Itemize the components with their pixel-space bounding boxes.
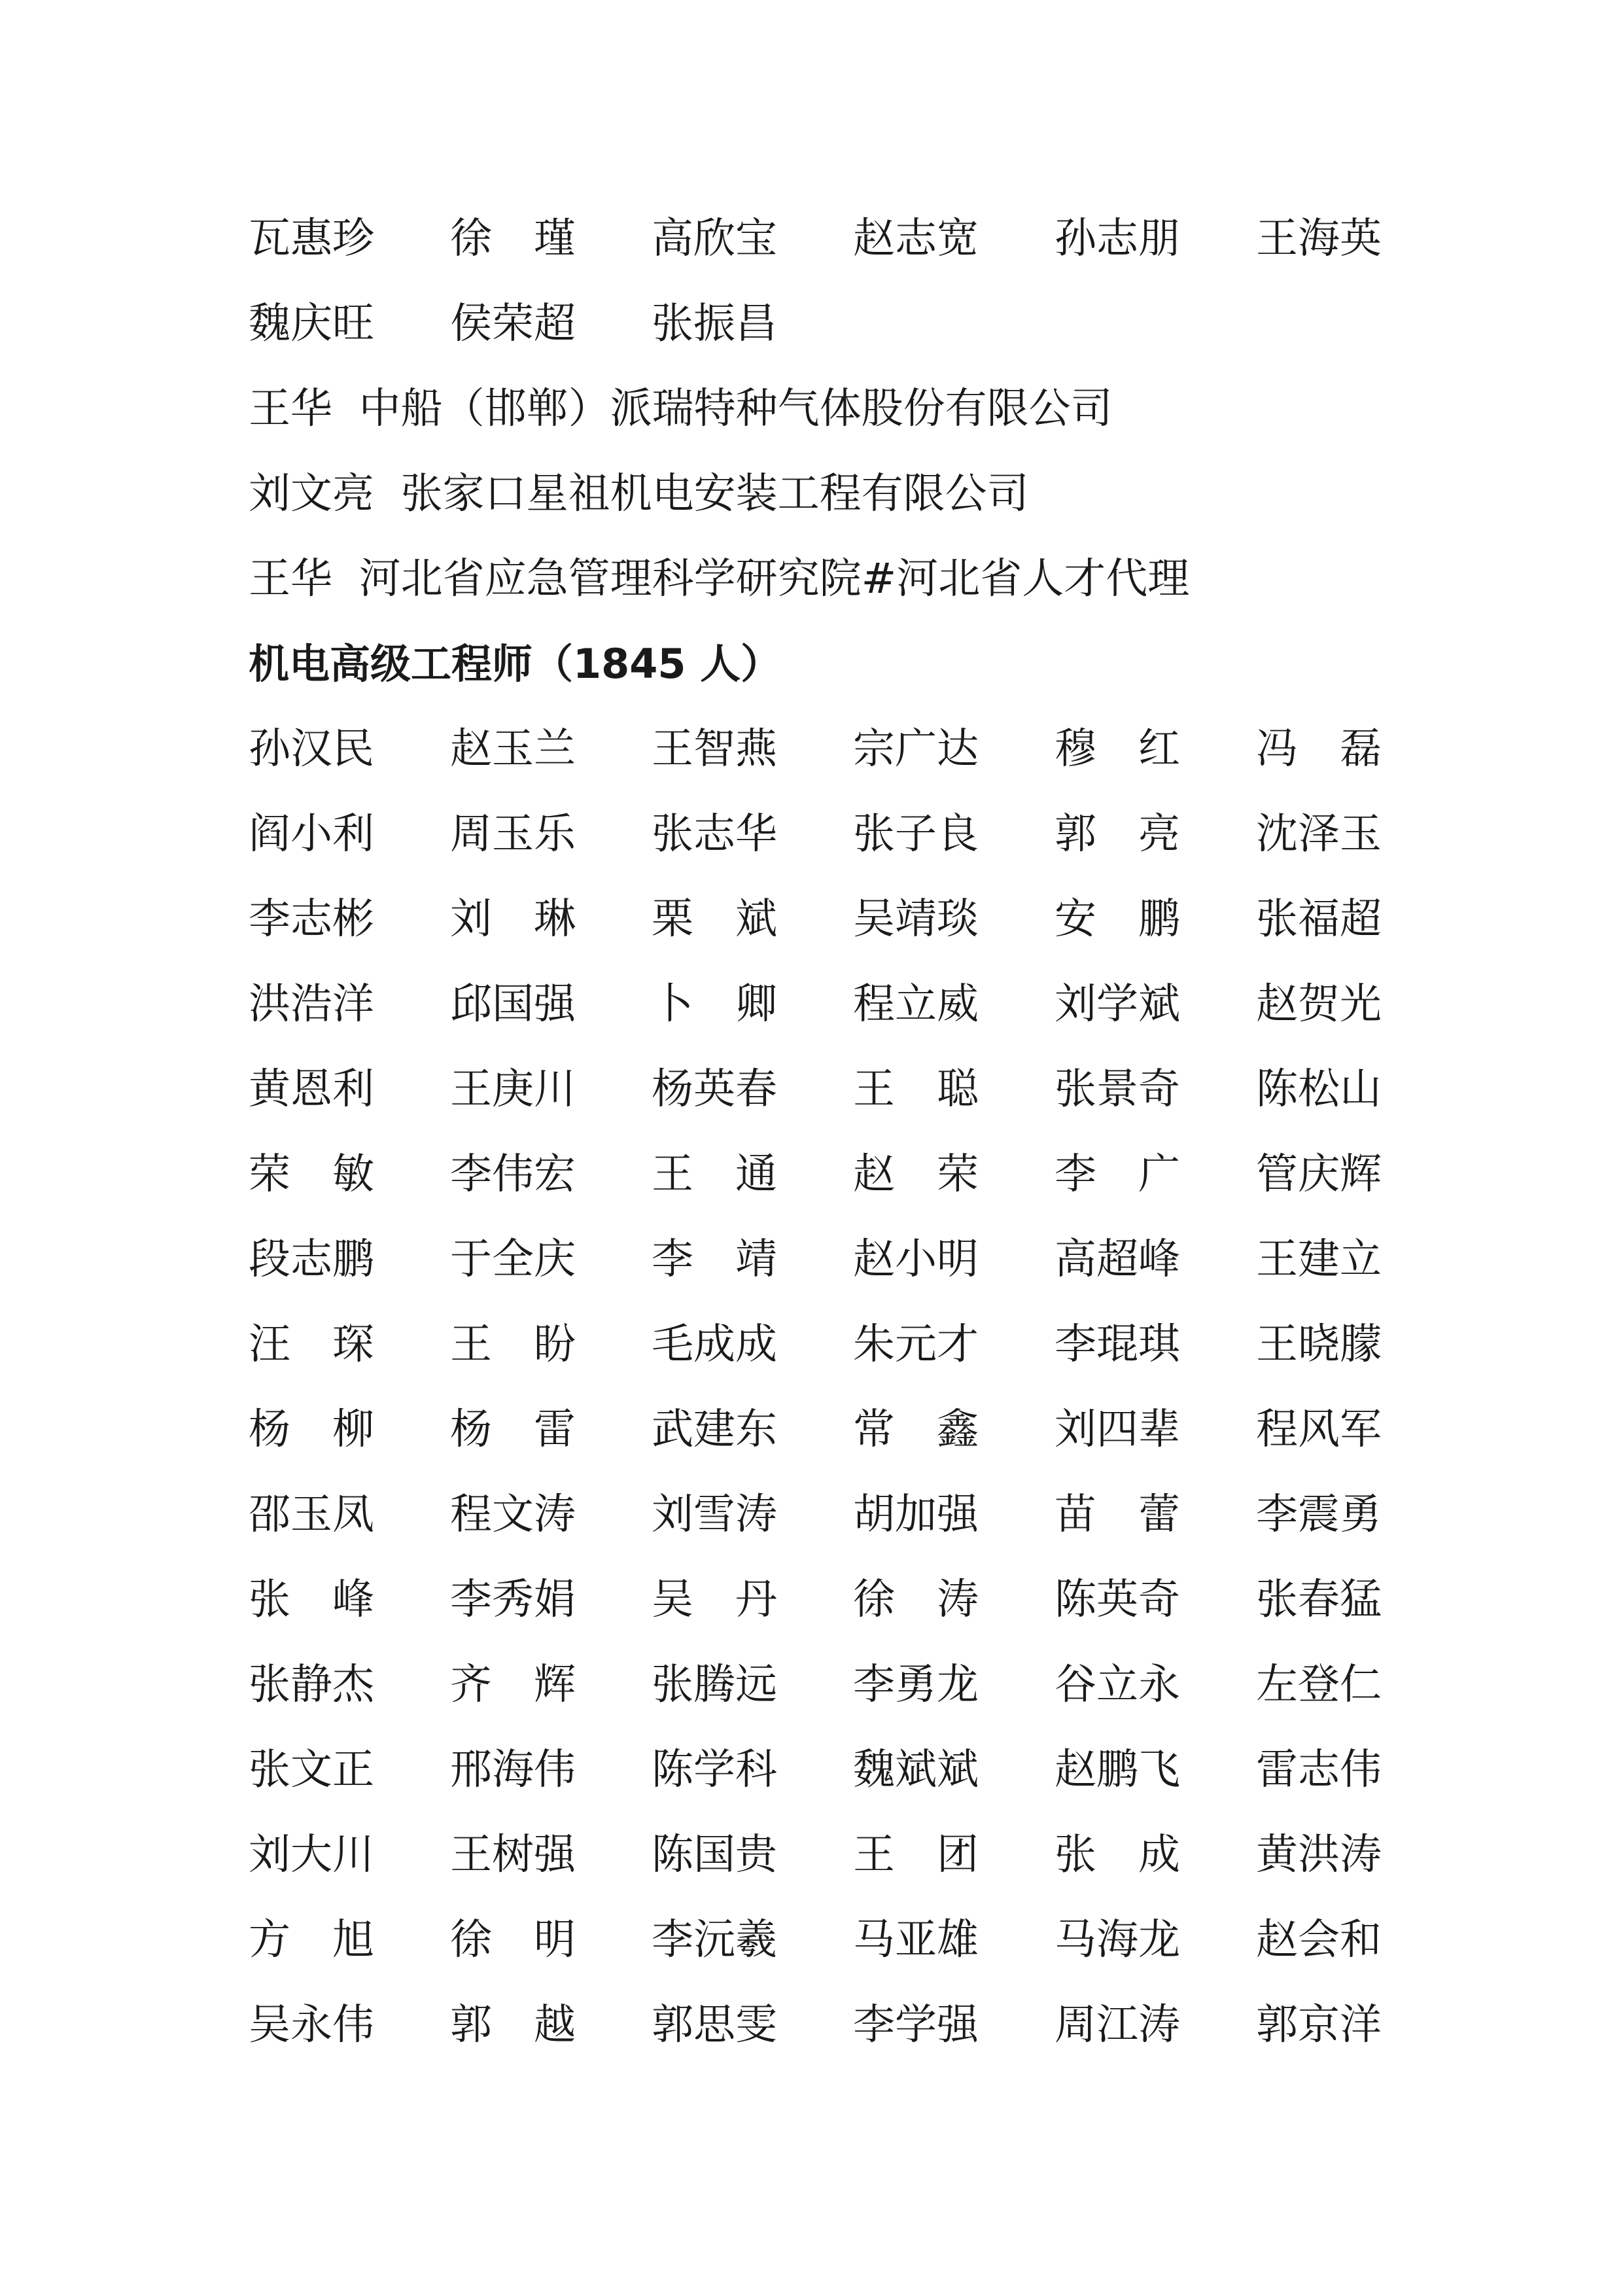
name-row [249,798,1400,870]
name-row [249,1734,1400,1806]
person-name: 徐 涛 [853,1576,979,1624]
person-name: 赵玉兰 [450,725,576,773]
person-name: 洪浩洋 [249,980,374,1029]
person-name: 张景奇 [1055,1065,1180,1114]
affiliation-line: 王华 中船（邯郸）派瑞特种气体股份有限公司 [249,385,1113,433]
person-name: 吴靖琰 [853,895,979,944]
person-name: 汪 琛 [249,1320,374,1369]
person-name: 宗广达 [853,725,979,773]
person-name: 陈松山 [1256,1065,1382,1114]
person-name: 张文正 [249,1746,374,1794]
person-name: 王建立 [1256,1235,1382,1284]
name-row [249,968,1400,1040]
person-name: 王树强 [450,1831,576,1879]
person-name: 赵贺光 [1256,980,1382,1029]
person-name: 张春猛 [1256,1576,1382,1624]
person-name: 阎小利 [249,810,374,858]
person-name: 穆 红 [1055,725,1180,773]
person-name: 赵 荣 [853,1150,979,1199]
person-name: 卜 卿 [652,980,777,1029]
name-row [249,713,1400,785]
person-name: 谷立永 [1055,1661,1180,1709]
person-name: 刘四辈 [1055,1405,1180,1454]
person-name: 吴永伟 [249,2001,374,2049]
person-name: 郭 越 [450,2001,576,2049]
name-row [249,1139,1400,1210]
name-row [249,203,1400,275]
person-name: 郭京洋 [1256,2001,1382,2049]
person-name: 陈国贵 [652,1831,777,1879]
person-name: 吴 丹 [652,1576,777,1624]
person-name: 张腾远 [652,1661,777,1709]
person-name: 张 峰 [249,1576,374,1624]
person-name: 张福超 [1256,895,1382,944]
person-name: 程文涛 [450,1491,576,1539]
person-name: 朱元才 [853,1320,979,1369]
person-name: 李沅羲 [652,1916,777,1964]
name-row [249,883,1400,955]
person-name: 瓦惠珍 [249,215,374,263]
person-name: 马海龙 [1055,1916,1180,1964]
person-name: 赵会和 [1256,1916,1382,1964]
person-name: 魏斌斌 [853,1746,979,1794]
person-name: 周江涛 [1055,2001,1180,2049]
person-name: 徐 瑾 [450,215,576,263]
person-name: 张子良 [853,810,979,858]
name-row [249,288,1400,360]
person-name: 李勇龙 [853,1661,979,1709]
name-row [249,1309,1400,1381]
person-name: 李 广 [1055,1150,1180,1199]
affiliation-line: 王华 河北省应急管理科学研究院#河北省人才代理 [249,555,1190,603]
person-name: 李琨琪 [1055,1320,1180,1369]
person-name: 黄洪涛 [1256,1831,1382,1879]
person-name: 周玉乐 [450,810,576,858]
person-name: 张 成 [1055,1831,1180,1879]
person-name: 王晓朦 [1256,1320,1382,1369]
person-name: 高超峰 [1055,1235,1180,1284]
person-name: 管庆辉 [1256,1150,1382,1199]
person-name: 刘 琳 [450,895,576,944]
person-name: 邱国强 [450,980,576,1029]
person-name: 张振昌 [652,300,777,348]
person-name: 齐 辉 [450,1661,576,1709]
person-name: 孙志朋 [1055,215,1180,263]
person-name: 赵志宽 [853,215,979,263]
person-name: 程立威 [853,980,979,1029]
person-name: 赵鹏飞 [1055,1746,1180,1794]
person-name: 于全庆 [450,1235,576,1284]
person-name: 赵小明 [853,1235,979,1284]
person-name: 李 靖 [652,1235,777,1284]
person-name: 王 聪 [853,1065,979,1114]
name-row [249,1649,1400,1721]
person-name: 冯 磊 [1256,725,1382,773]
person-name: 张静杰 [249,1661,374,1709]
person-name: 郭 亮 [1055,810,1180,858]
person-name: 王海英 [1256,215,1382,263]
person-name: 徐 明 [450,1916,576,1964]
person-name: 高欣宝 [652,215,777,263]
person-name: 李震勇 [1256,1491,1382,1539]
person-name: 李志彬 [249,895,374,944]
section-heading: 机电高级工程师（1845 人） [249,640,782,688]
person-name: 魏庆旺 [249,300,374,348]
person-name: 李伟宏 [450,1150,576,1199]
person-name: 苗 蕾 [1055,1491,1180,1539]
person-name: 方 旭 [249,1916,374,1964]
person-name: 刘大川 [249,1831,374,1879]
name-row [249,1819,1400,1891]
name-row [249,1904,1400,1976]
person-name: 栗 斌 [652,895,777,944]
person-name: 常 鑫 [853,1405,979,1454]
person-name: 邵玉凤 [249,1491,374,1539]
person-name: 王庚川 [450,1065,576,1114]
person-name: 李学强 [853,2001,979,2049]
name-row [249,1564,1400,1636]
name-row [249,1053,1400,1125]
person-name: 侯荣超 [450,300,576,348]
person-name: 邢海伟 [450,1746,576,1794]
person-name: 黄恩利 [249,1065,374,1114]
person-name: 段志鹏 [249,1235,374,1284]
name-row [249,1479,1400,1551]
person-name: 马亚雄 [853,1916,979,1964]
person-name: 杨 雷 [450,1405,576,1454]
person-name: 郭思雯 [652,2001,777,2049]
person-name: 毛成成 [652,1320,777,1369]
name-row [249,1989,1400,2061]
person-name: 荣 敏 [249,1150,374,1199]
person-name: 王 团 [853,1831,979,1879]
person-name: 刘雪涛 [652,1491,777,1539]
person-name: 王智燕 [652,725,777,773]
person-name: 王 盼 [450,1320,576,1369]
person-name: 刘学斌 [1055,980,1180,1029]
person-name: 孙汉民 [249,725,374,773]
name-row [249,1394,1400,1466]
person-name: 左登仁 [1256,1661,1382,1709]
person-name: 杨英春 [652,1065,777,1114]
person-name: 陈英奇 [1055,1576,1180,1624]
person-name: 雷志伟 [1256,1746,1382,1794]
person-name: 程风军 [1256,1405,1382,1454]
affiliation-line: 刘文亮 张家口星祖机电安装工程有限公司 [249,470,1029,518]
person-name: 陈学科 [652,1746,777,1794]
person-name: 王 通 [652,1150,777,1199]
name-row [249,1224,1400,1296]
person-name: 杨 柳 [249,1405,374,1454]
person-name: 沈泽玉 [1256,810,1382,858]
person-name: 安 鹏 [1055,895,1180,944]
person-name: 李秀娟 [450,1576,576,1624]
person-name: 胡加强 [853,1491,979,1539]
person-name: 张志华 [652,810,777,858]
person-name: 武建东 [652,1405,777,1454]
